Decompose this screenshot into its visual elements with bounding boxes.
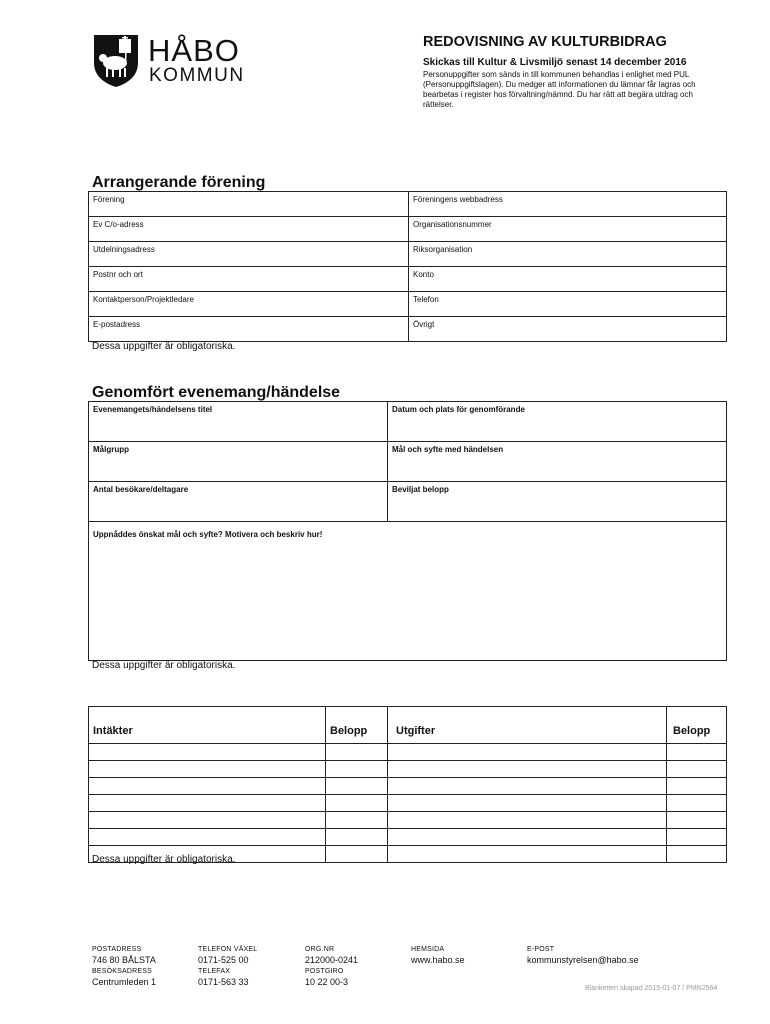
field-epostadress[interactable] [89,317,409,342]
field-label: E-postadress [93,320,141,329]
obligatory-note: Dessa uppgifter är obligatoriska. [92,854,236,865]
cell-belopp[interactable] [667,761,727,778]
field-label: Föreningens webbadress [413,195,503,204]
field-label: Utdelningsadress [93,245,155,254]
cell-utgift[interactable] [388,778,667,795]
field-label: Uppnåddes önskat mål och syfte? Motivera och beskriv hur! [93,530,323,539]
cell-utgift[interactable] [388,795,667,812]
cell-intakt[interactable] [89,744,326,761]
header-label: Belopp [673,725,711,737]
table-row [89,192,727,217]
budget-table [88,706,727,863]
field-label: Telefon [413,295,439,304]
coat-of-arms-icon [92,33,140,88]
field-titel[interactable] [89,402,388,442]
section-heading-evenemang: Genomfört evenemang/händelse [92,384,341,401]
header-label: Utgifter [396,725,436,737]
footer-epost[interactable]: kommunstyrelsen@habo.se [527,955,639,965]
field-motivering[interactable] [89,522,727,661]
cell-belopp[interactable] [667,812,727,829]
header-belopp-utgifter [667,707,727,744]
field-antal-besokare[interactable] [89,482,388,522]
field-label: Förening [93,195,125,204]
table-row [89,812,727,829]
privacy-notice: Personuppgifter som sänds in till kommunen behandlas i enlighet med PUL (Personuppgiftslagen). Du medger att informationen du lämnar får lagras och bearbetas i register hos förvaltning/nämnd. Du har rätt att begära utdrag och rättelser. [423,70,696,109]
footer-postadress-label: POSTADRESS [92,946,142,953]
cell-belopp[interactable] [326,812,388,829]
form-subtitle: Skickas till Kultur & Livsmiljö senast 14 december 2016 [423,57,687,68]
cell-belopp[interactable] [326,761,388,778]
field-label: Antal besökare/deltagare [93,485,189,494]
footer-telefon: 0171-525 00 [198,955,249,965]
table-row [89,522,727,661]
table-row [89,829,727,846]
footer-postgiro: 10 22 00-3 [305,977,349,987]
header-utgifter [388,707,667,744]
header-intakter [89,707,326,744]
field-webbadress[interactable] [409,192,727,217]
table-row [89,442,727,482]
field-malgrupp[interactable] [89,442,388,482]
organisation-table [88,191,727,342]
cell-intakt[interactable] [89,795,326,812]
field-label: Kontaktperson/Projektledare [93,295,194,304]
footer-besoksadress-label: BESÖKSADRESS [92,968,152,975]
field-postnr-ort[interactable] [89,267,409,292]
table-row [89,482,727,522]
logo-name: HÅBO [148,33,240,68]
footer-telefon-label: TELEFON VÄXEL [198,946,258,953]
table-row [89,317,727,342]
field-ovrigt[interactable] [409,317,727,342]
footer-besoksadress: Centrumleden 1 [92,977,157,987]
header-belopp-intakter [326,707,388,744]
field-kontaktperson[interactable] [89,292,409,317]
cell-intakt[interactable] [89,812,326,829]
table-header-row [89,707,727,744]
form-stamp: Blanketten skapad 2015-01-07 / PMN2564 [585,985,718,992]
cell-utgift[interactable] [388,846,667,863]
field-mal-syfte[interactable] [388,442,727,482]
cell-belopp[interactable] [326,778,388,795]
field-label: Ev C/o-adress [93,220,144,229]
cell-belopp[interactable] [667,829,727,846]
habo-kommun-logo [92,33,292,93]
table-row [89,795,727,812]
field-organisationsnummer[interactable] [409,217,727,242]
field-co-adress[interactable] [89,217,409,242]
footer-orgnr-label: ORG.NR [305,946,335,953]
cell-belopp[interactable] [326,744,388,761]
field-beviljat-belopp[interactable] [388,482,727,522]
table-row [89,292,727,317]
footer-epost-label: E-POST [527,946,555,953]
footer-telefax: 0171-563 33 [198,977,249,987]
field-label: Riksorganisation [413,245,473,254]
cell-intakt[interactable] [89,778,326,795]
cell-utgift[interactable] [388,761,667,778]
field-label: Övrigt [413,320,435,329]
footer-postadress: 746 80 BÅLSTA [92,955,156,965]
cell-belopp[interactable] [667,744,727,761]
section-heading-arrangerande: Arrangerande förening [92,174,266,191]
field-label: Mål och syfte med händelsen [392,445,504,454]
cell-utgift[interactable] [388,829,667,846]
table-row [89,217,727,242]
cell-belopp[interactable] [326,829,388,846]
field-label: Evenemangets/händelsens titel [93,405,213,414]
header-label: Intäkter [93,725,133,737]
field-forening[interactable] [89,192,409,217]
field-label: Postnr och ort [93,270,143,279]
logo-kommun: KOMMUN [149,65,245,86]
footer-orgnr: 212000-0241 [305,955,359,965]
cell-belopp[interactable] [326,795,388,812]
table-row [89,242,727,267]
field-label: Organisationsnummer [413,220,492,229]
field-label: Beviljat belopp [392,485,449,494]
field-label: Målgrupp [93,445,129,454]
footer-telefax-label: TELEFAX [198,968,231,975]
field-label: Konto [413,270,434,279]
field-utdelningsadress[interactable] [89,242,409,267]
cell-belopp[interactable] [667,846,727,863]
form-title: REDOVISNING AV KULTURBIDRAG [423,34,667,50]
field-konto[interactable] [409,267,727,292]
field-riksorganisation[interactable] [409,242,727,267]
table-row [89,267,727,292]
cell-belopp[interactable] [667,795,727,812]
field-datum-plats[interactable] [388,402,727,442]
cell-intakt[interactable] [89,829,326,846]
cell-belopp[interactable] [326,846,388,863]
cell-intakt[interactable] [89,761,326,778]
table-row [89,744,727,761]
table-row [89,778,727,795]
header-label: Belopp [330,725,368,737]
field-telefon[interactable] [409,292,727,317]
footer-postgiro-label: POSTGIRO [305,968,344,975]
field-label: Datum och plats för genomförande [392,405,525,414]
event-table [88,401,727,661]
cell-belopp[interactable] [667,778,727,795]
obligatory-note: Dessa uppgifter är obligatoriska. [92,341,236,352]
cell-utgift[interactable] [388,744,667,761]
footer-hemsida[interactable]: www.habo.se [411,955,465,965]
footer-hemsida-label: HEMSIDA [411,946,445,953]
table-row [89,402,727,442]
table-row [89,761,727,778]
obligatory-note: Dessa uppgifter är obligatoriska. [92,660,236,671]
cell-utgift[interactable] [388,812,667,829]
